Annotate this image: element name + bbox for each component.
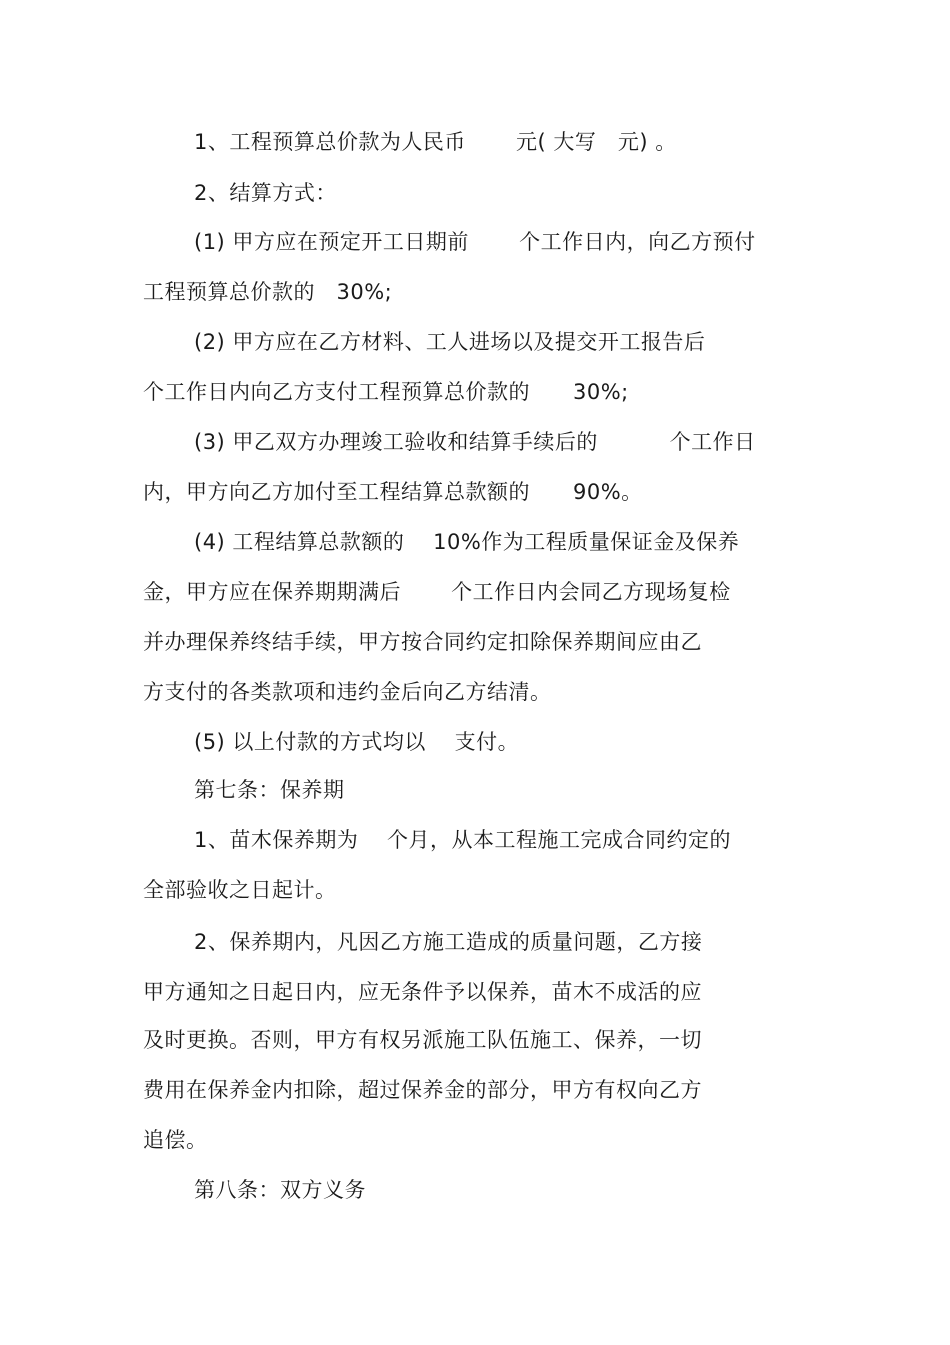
text-line: (2) 甲方应在乙方材料、工人进场以及提交开工报告后: [194, 330, 706, 354]
text-line: 1、苗木保养期为 个月，从本工程施工完成合同约定的: [194, 828, 732, 852]
text-line: 并办理保养终结手续，甲方按合同约定扣除保养期间应由乙: [143, 630, 702, 654]
text-line: 内，甲方向乙方加付至工程结算总款额的 90%。: [143, 480, 643, 504]
text-line: (1) 甲方应在预定开工日期前 个工作日内，向乙方预付: [194, 230, 756, 254]
text-line: 个工作日内向乙方支付工程预算总价款的 30%;: [143, 380, 629, 404]
text-line: 方支付的各类款项和违约金后向乙方结清。: [143, 680, 552, 704]
text-line: (5) 以上付款的方式均以 支付。: [194, 730, 520, 754]
text-line: 1、工程预算总价款为人民币 元( 大写 元) 。: [194, 130, 677, 154]
text-line: 追偿。: [143, 1128, 208, 1152]
text-line: (3) 甲乙双方办理竣工验收和结算手续后的 个工作日: [194, 430, 756, 454]
text-line: (4) 工程结算总款额的 10%作为工程质量保证金及保养: [194, 530, 740, 554]
text-line: 工程预算总价款的 30%;: [143, 280, 393, 304]
text-line: 甲方通知之日起日内，应无条件予以保养，苗木不成活的应: [143, 980, 702, 1004]
text-line: 2、结算方式：: [194, 181, 337, 205]
text-line: 金，甲方应在保养期期满后 个工作日内会同乙方现场复检: [143, 580, 731, 604]
section-heading: 第七条：保养期: [194, 778, 345, 802]
text-line: 2、保养期内，凡因乙方施工造成的质量问题，乙方接: [194, 930, 703, 954]
section-heading: 第八条：双方义务: [194, 1178, 366, 1202]
text-line: 费用在保养金内扣除，超过保养金的部分，甲方有权向乙方: [143, 1078, 702, 1102]
text-line: 全部验收之日起计。: [143, 878, 337, 902]
text-line: 及时更换。否则，甲方有权另派施工队伍施工、保养，一切: [143, 1028, 702, 1052]
